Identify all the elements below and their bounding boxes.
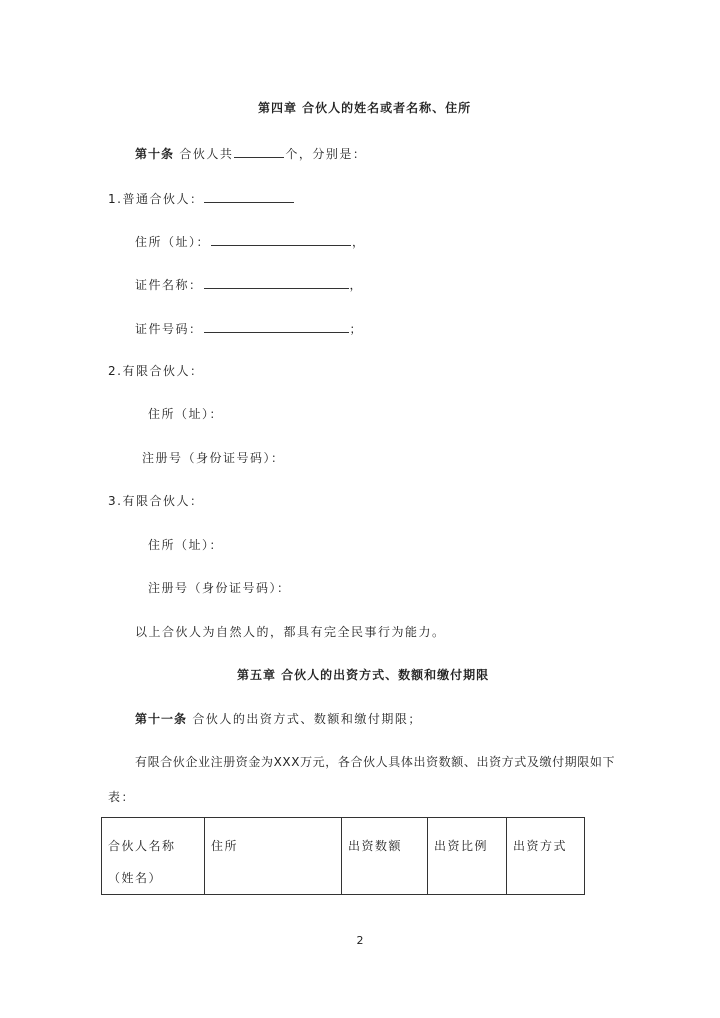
header-amount: 出资数额 <box>342 818 428 895</box>
article-11-label: 第十一条 <box>135 712 188 726</box>
table-header-row <box>102 818 585 895</box>
partner-1-name-blank[interactable] <box>204 190 294 203</box>
header-ratio: 出资比例 <box>428 818 507 895</box>
partner-1-heading <box>108 190 295 207</box>
article-11 <box>135 711 422 727</box>
partner-1-id-no-blank[interactable] <box>204 320 349 333</box>
partner-1-id-no-label: 证件号码： <box>135 322 203 336</box>
partner-1-address-label: 住所（址）： <box>135 235 211 249</box>
header-method: 出资方式 <box>507 818 585 895</box>
article-10-text-after: 个，分别是： <box>285 147 367 161</box>
partner-1-address-blank[interactable] <box>211 233 351 246</box>
partner-2-reg: 注册号（身份证号码）： <box>142 451 285 465</box>
header-address: 住所 <box>205 818 342 895</box>
capacity-note: 以上合伙人为自然人的，都具有完全民事行为能力。 <box>135 625 446 639</box>
partner-1-id-name-label: 证件名称： <box>135 278 203 292</box>
partner-3-address: 住所（址）： <box>148 538 224 552</box>
partner-1-id-no <box>135 320 363 337</box>
capital-paragraph-line-2: 表： <box>108 790 136 804</box>
partner-1-address <box>135 233 366 250</box>
partner-2-address: 住所（址）： <box>148 407 224 421</box>
partner-2-heading: 2.有限合伙人： <box>108 364 204 378</box>
partner-count-blank[interactable] <box>234 145 284 158</box>
partner-1-id-name-end: ， <box>349 278 364 292</box>
capital-paragraph-line-1: 有限合伙企业注册资金为XXX万元，各合伙人具体出资数额、出资方式及缴付期限如下 <box>135 755 616 769</box>
chapter-4-title: 第四章 合伙人的姓名或者名称、住所 <box>258 101 472 115</box>
partner-1-heading-text: 1.普通合伙人： <box>108 192 204 206</box>
partner-3-reg: 注册号（身份证号码）： <box>148 581 291 595</box>
chapter-5-title: 第五章 合伙人的出资方式、数额和缴付期限 <box>237 668 490 682</box>
partner-1-id-name-blank[interactable] <box>204 276 349 289</box>
article-10-label: 第十条 <box>135 147 175 161</box>
partner-1-id-name <box>135 276 363 293</box>
article-11-text: 合伙人的出资方式、数额和缴付期限； <box>192 712 422 726</box>
partner-3-heading: 3.有限合伙人： <box>108 494 204 508</box>
header-partner-name: 合伙人名称（姓名） <box>102 818 205 895</box>
partner-1-address-end: ， <box>352 235 366 249</box>
article-10-text-before: 合伙人共 <box>179 147 234 161</box>
contribution-table <box>101 817 585 895</box>
partner-1-id-no-end: ； <box>349 322 364 336</box>
article-10 <box>135 145 366 162</box>
page-number: 2 <box>356 934 364 947</box>
